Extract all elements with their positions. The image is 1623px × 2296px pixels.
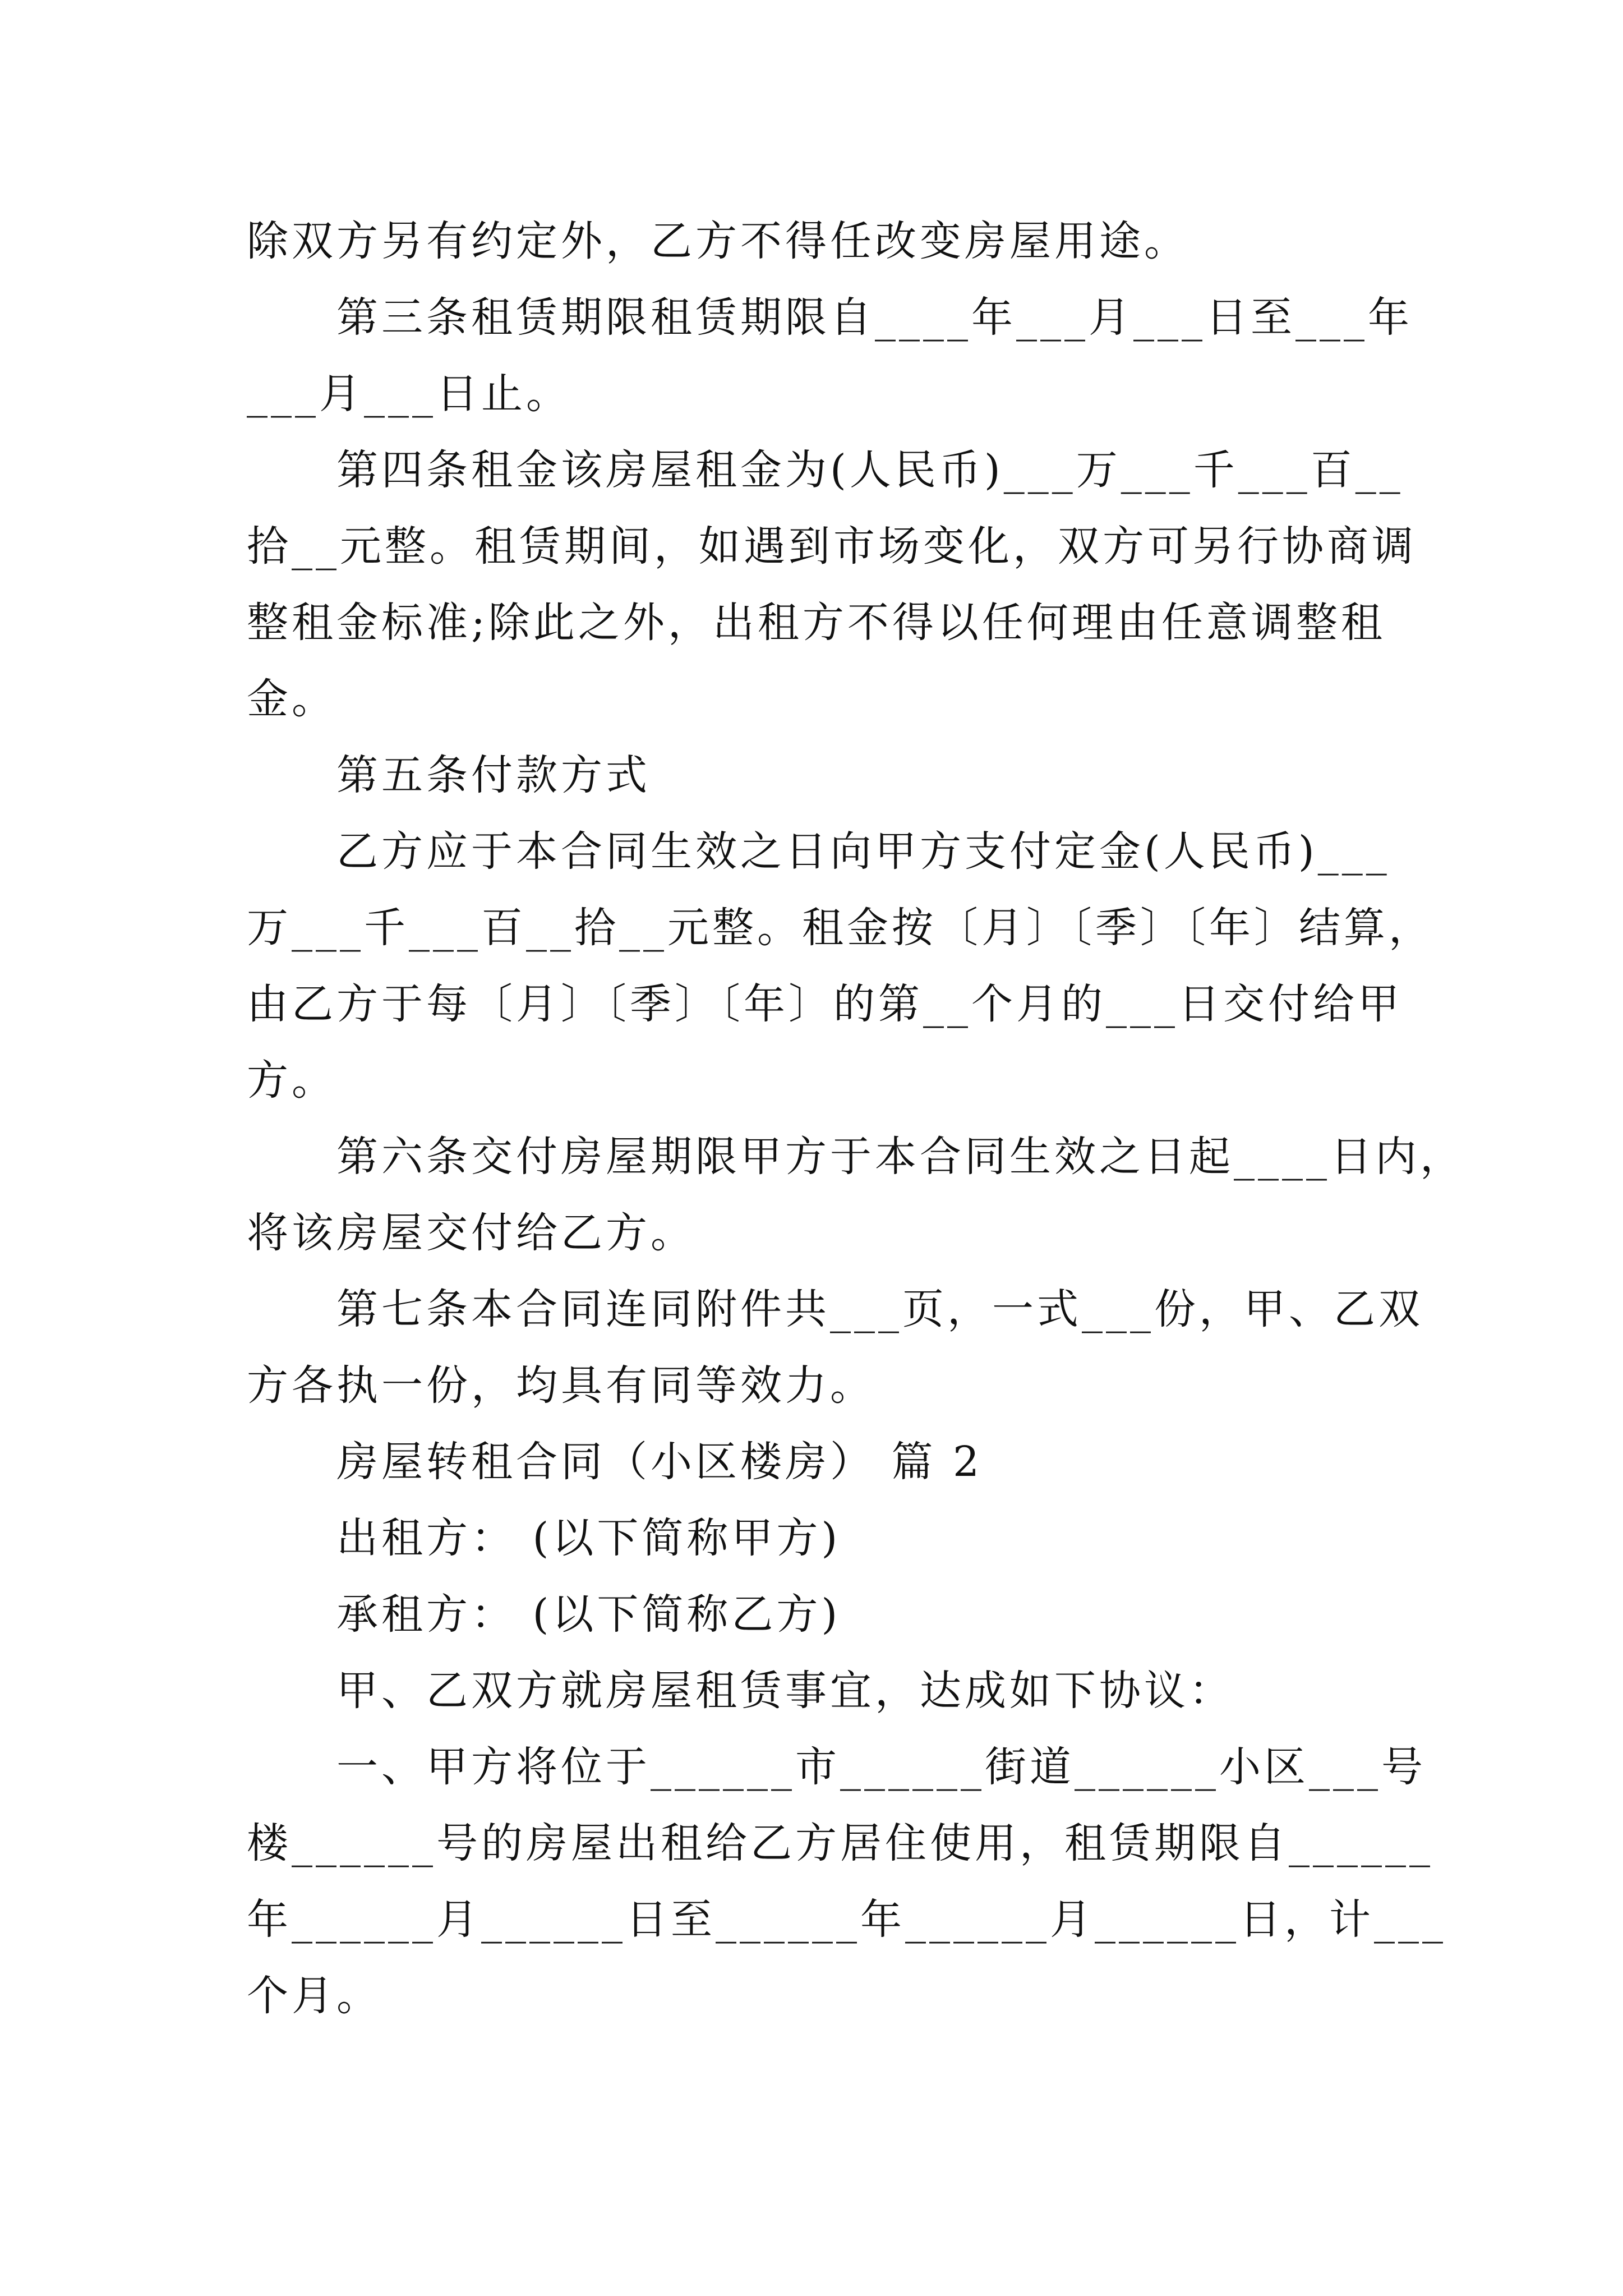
article-3-line: 第三条租赁期限租赁期限自____年___月___日至___年 [336, 293, 1413, 342]
text-line: 整租金标准;除此之外，出租方不得以任何理由任意调整租 [247, 599, 1386, 647]
text-line: 金。 [247, 675, 336, 723]
text-line: 将该房屋交付给乙方。 [247, 1209, 695, 1257]
text-line: 方各执一份，均具有同等效力。 [247, 1361, 875, 1410]
lessor-line: 出租方： (以下简称甲方) [336, 1514, 841, 1562]
section-title: 房屋转租合同（小区楼房） 篇 2 [336, 1438, 983, 1486]
agreement-intro-line: 甲、乙双方就房屋租赁事宜，达成如下协议： [336, 1667, 1234, 1715]
text-line: 楼______号的房屋出租给乙方居住使用，租赁期限自______ [247, 1819, 1433, 1867]
contract-body [247, 203, 1465, 2034]
lessee-line: 承租方： (以下简称乙方) [336, 1590, 841, 1639]
text-line: 万___千___百__拾__元整。租金按〔月〕〔季〕〔年〕结算， [247, 904, 1433, 952]
article-5-heading: 第五条付款方式 [336, 751, 651, 799]
article-7-line: 第七条本合同连同附件共___页，一式___份，甲、乙双 [336, 1285, 1423, 1333]
paragraph-line: 乙方应于本合同生效之日向甲方支付定金(人民币)___ [336, 827, 1390, 876]
text-line: 方。 [247, 1056, 336, 1105]
text-line: ___月___日止。 [247, 370, 571, 418]
clause-1-line: 一、甲方将位于______市______街道______小区___号 [336, 1743, 1426, 1791]
text-line: 除双方另有约定外，乙方不得任改变房屋用途。 [247, 217, 1189, 265]
text-line: 拾__元整。租赁期间，如遇到市场变化，双方可另行协商调 [247, 522, 1417, 570]
text-line: 年______月______日至______年______月______日，计___ [247, 1895, 1446, 1944]
text-line: 由乙方于每〔月〕〔季〕〔年〕的第__个月的___日交付给甲 [247, 980, 1403, 1028]
text-line: 个月。 [247, 1972, 381, 2020]
article-4-line: 第四条租金该房屋租金为(人民币)___万___千___百__ [336, 446, 1404, 494]
article-6-line: 第六条交付房屋期限甲方于本合同生效之日起____日内， [336, 1133, 1465, 1181]
